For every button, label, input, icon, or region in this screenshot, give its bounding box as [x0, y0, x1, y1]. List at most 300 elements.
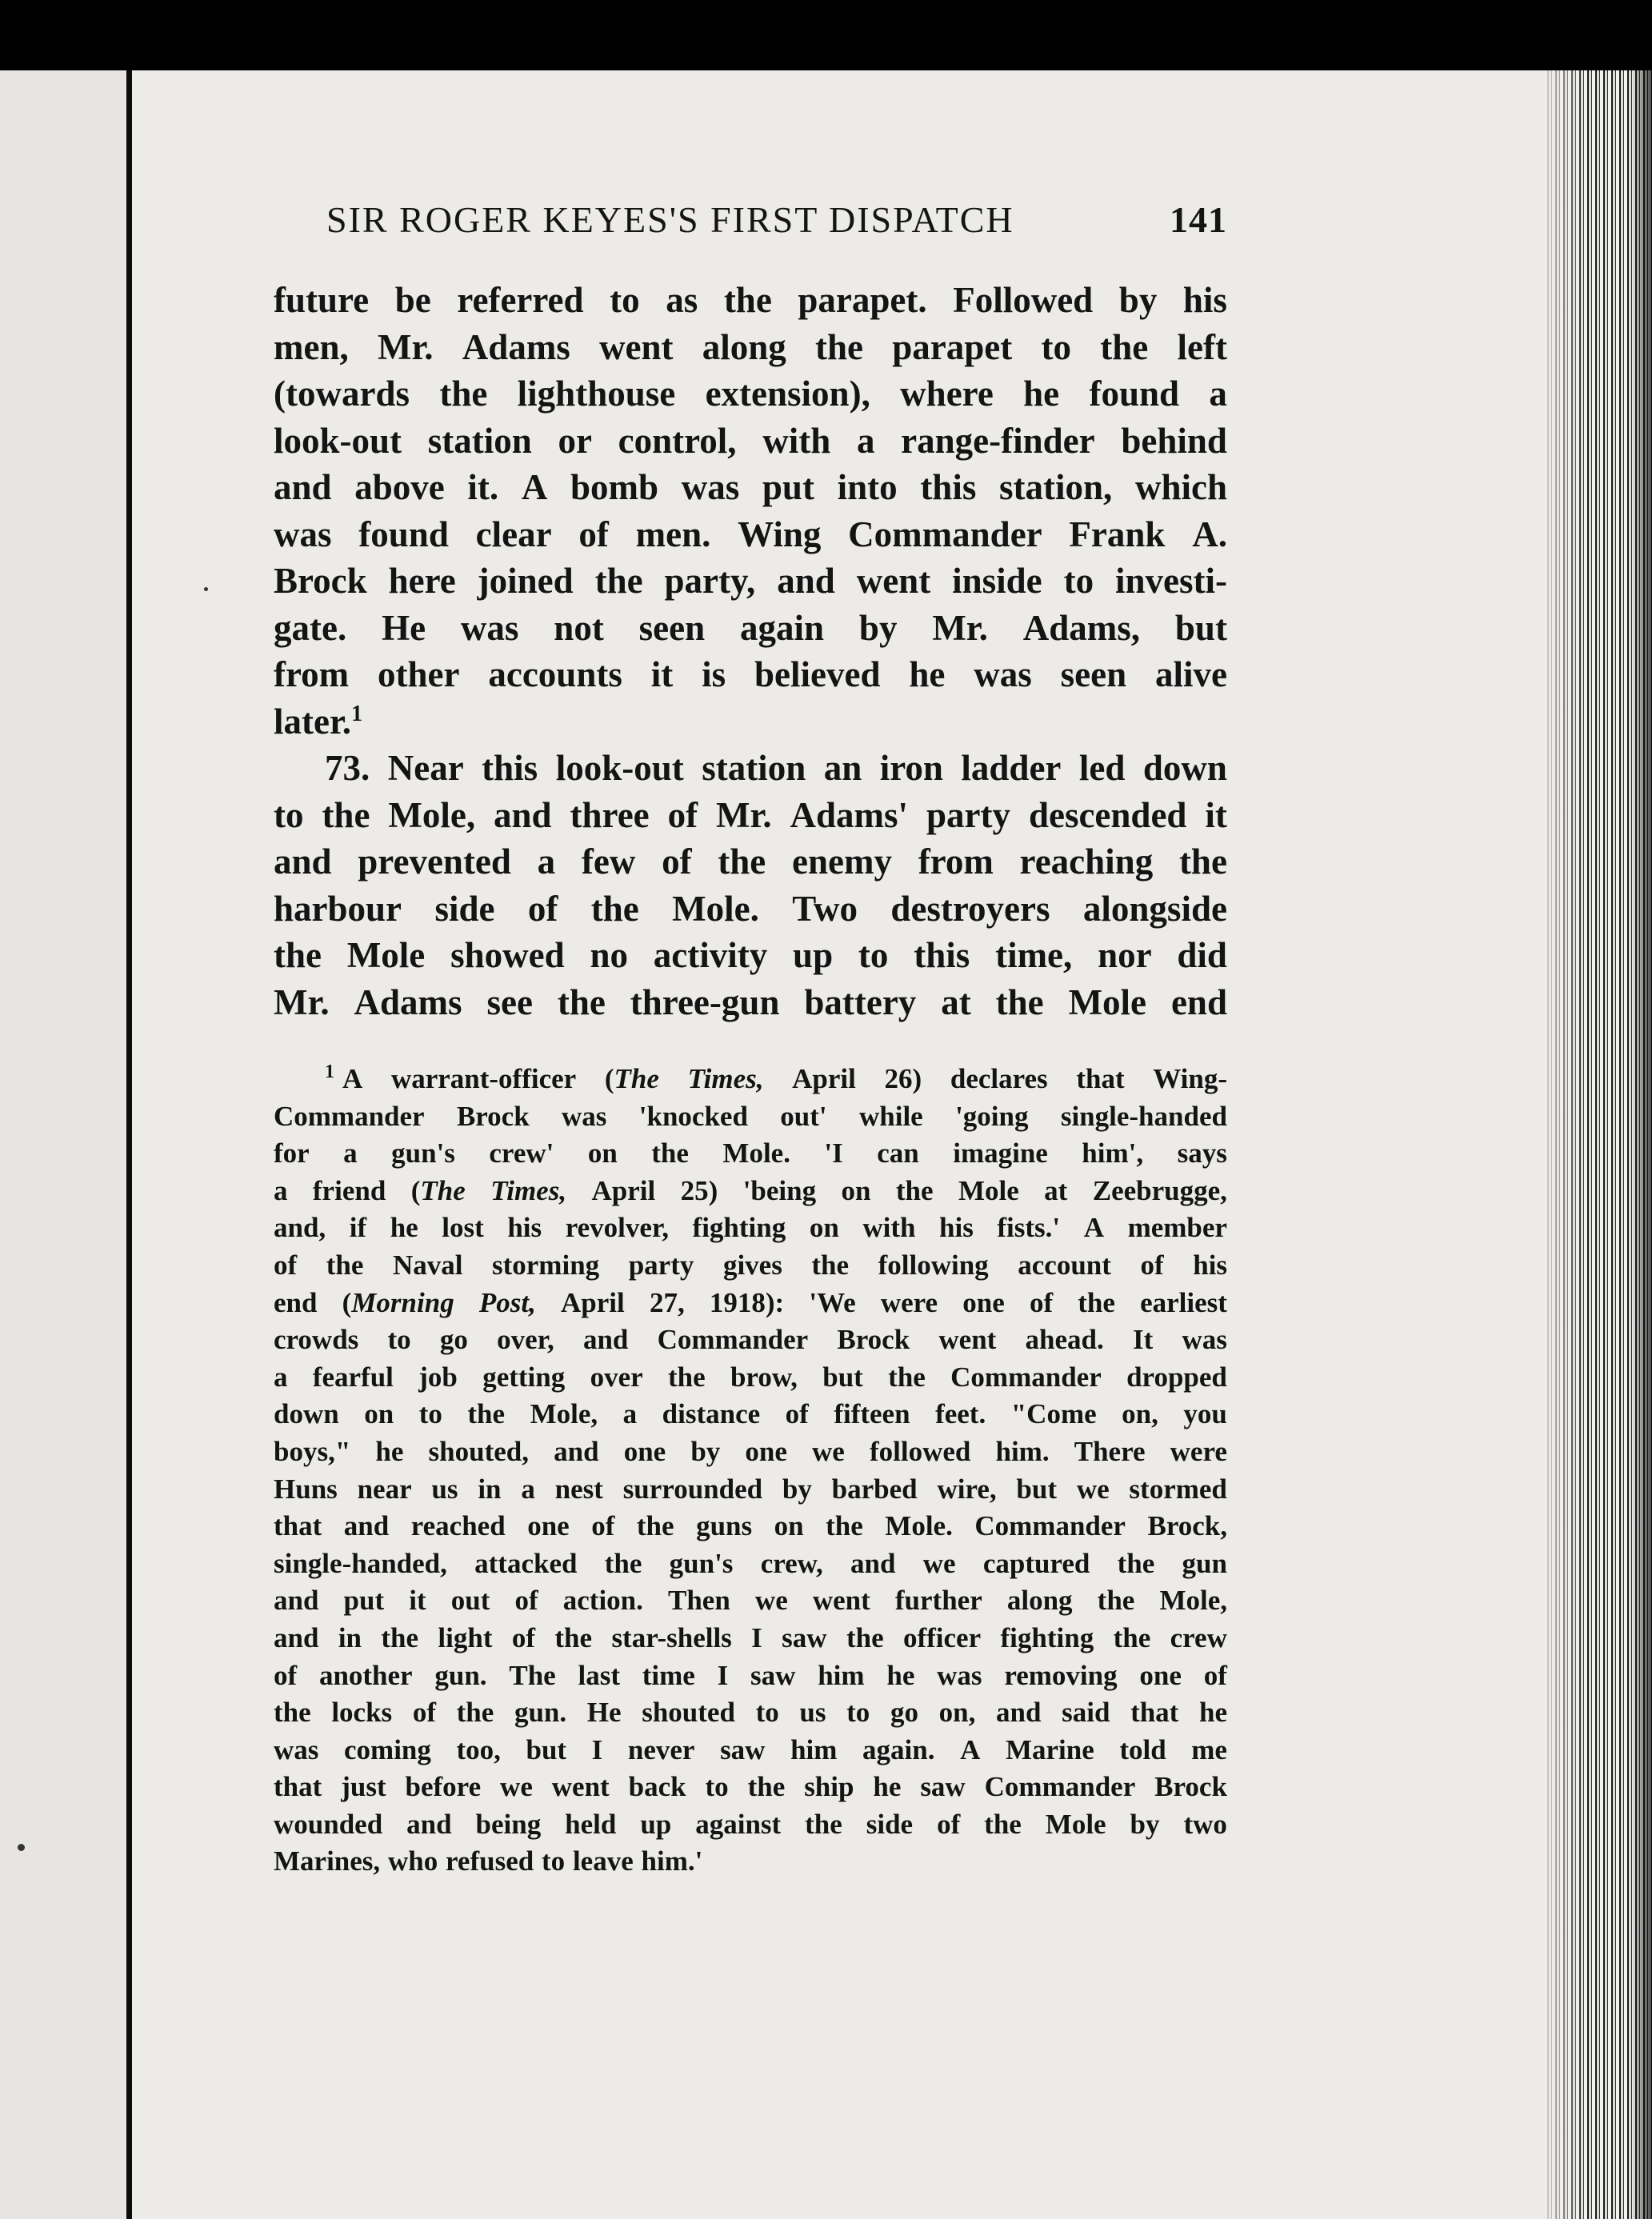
word [1140, 1285, 1227, 1322]
word: one [745, 1435, 787, 1467]
body-line [274, 511, 1227, 558]
word: action. [562, 1585, 643, 1617]
footnote-line [274, 1620, 1227, 1657]
word: it [1205, 794, 1227, 835]
word: the [1178, 842, 1227, 882]
word [896, 1173, 934, 1210]
word: Mole, [530, 1398, 598, 1430]
footnote-line [274, 1396, 1227, 1433]
footnote-text: April [561, 1286, 625, 1318]
footnote-text: ( [604, 1063, 614, 1094]
word: by [690, 1435, 721, 1467]
footnote-text: one [962, 1286, 1005, 1318]
word: Near [387, 748, 464, 788]
footnote-source-title: Post, [478, 1286, 536, 1318]
word: the [322, 794, 370, 835]
body-line [274, 464, 1227, 511]
book-gutter-line [126, 70, 132, 2219]
word: reaching [1019, 842, 1154, 882]
word: crew, [760, 1547, 823, 1579]
word: on [364, 1398, 394, 1430]
word: him [790, 1733, 838, 1765]
word: Marine [1005, 1733, 1094, 1765]
word: and [554, 1435, 599, 1467]
footnote-line [274, 1359, 1227, 1397]
word [325, 1061, 362, 1098]
word: the [274, 1697, 311, 1729]
footnote-line [274, 1508, 1227, 1545]
body-line [274, 838, 1227, 886]
footnote-source-title: Times, [490, 1174, 567, 1206]
word [274, 1173, 288, 1210]
word: He [586, 1697, 622, 1729]
footnote-line [274, 1433, 1227, 1471]
word: officer [902, 1621, 982, 1653]
word [743, 1173, 816, 1210]
word: of [412, 1697, 436, 1729]
footnote-reference: 1 [351, 701, 363, 726]
word [391, 1061, 576, 1098]
word: to [1041, 326, 1072, 367]
word: at [941, 982, 971, 1022]
word: saw [750, 1659, 796, 1691]
word: the [381, 1621, 419, 1653]
word: his [939, 1212, 974, 1244]
word [962, 1285, 1005, 1322]
word: here [388, 561, 456, 601]
word: 'knocked [638, 1100, 748, 1132]
word: gun. [434, 1659, 487, 1691]
word: parapet [892, 326, 1013, 367]
word [950, 1061, 1048, 1098]
word: was [274, 1733, 319, 1765]
word: Adams, [1022, 607, 1141, 648]
footnote-marker: 1 [325, 1062, 334, 1083]
word: put [762, 467, 814, 507]
word: of [937, 1808, 961, 1840]
word: and [274, 1585, 319, 1617]
word: fighting [1000, 1621, 1094, 1653]
running-head [326, 198, 1227, 256]
word: this [914, 935, 970, 975]
word: told [1119, 1733, 1166, 1765]
word: Commander [984, 1771, 1136, 1803]
word: Mole. [672, 888, 759, 929]
word: was [562, 1100, 607, 1132]
word: him. [995, 1435, 1050, 1467]
word: for [274, 1137, 310, 1169]
word: no [590, 935, 628, 975]
word: alive [1155, 654, 1227, 694]
word [313, 1173, 386, 1210]
word: fighting [692, 1212, 786, 1244]
word: seen [1060, 654, 1127, 694]
word: following [878, 1249, 989, 1281]
word [1153, 1061, 1227, 1098]
word: be [394, 280, 431, 320]
word: while [858, 1100, 923, 1132]
word: ladder [961, 748, 1062, 788]
footnote-text: were [880, 1286, 938, 1318]
word [650, 1285, 685, 1322]
word: enemy [792, 842, 892, 882]
word: look-out [274, 420, 402, 461]
word: as [666, 280, 698, 320]
word: up [793, 935, 834, 975]
word: harbour [274, 888, 402, 929]
word: Mole. [722, 1137, 790, 1169]
word: of [511, 1621, 536, 1653]
word: you [1183, 1398, 1227, 1430]
word: referred [457, 280, 584, 320]
word: along [1006, 1585, 1073, 1617]
word: he [375, 1435, 404, 1467]
word: Brock, [1147, 1510, 1227, 1542]
word: us [799, 1697, 826, 1729]
word: go [439, 1324, 468, 1356]
word: three-gun [630, 982, 780, 1022]
word: the [636, 1510, 674, 1542]
footnote-text: 26) [884, 1063, 922, 1094]
word: parapet. [798, 280, 927, 320]
word: storming [492, 1249, 600, 1281]
word: on, [938, 1697, 976, 1729]
word [809, 1285, 855, 1322]
footnote-text: A [342, 1063, 363, 1094]
footnote-text: Wing- [1153, 1063, 1227, 1094]
word [885, 1061, 922, 1098]
word: to [542, 1845, 566, 1877]
footnote-source-title: The [614, 1063, 659, 1094]
scan-speck [204, 587, 208, 591]
word: one [623, 1435, 666, 1467]
word: Two [792, 888, 858, 929]
word: by [1130, 1808, 1160, 1840]
word: is [702, 654, 726, 694]
word: inside [952, 561, 1042, 601]
word: where [900, 374, 994, 414]
word: on [809, 1212, 839, 1244]
word: on [587, 1137, 618, 1169]
word: we [1076, 1473, 1110, 1505]
word: men, [274, 326, 349, 367]
word: with [862, 1212, 916, 1244]
word: revolver, [565, 1212, 669, 1244]
word: one [1139, 1659, 1182, 1691]
word: went [856, 561, 931, 601]
word: of [527, 888, 558, 929]
word [274, 1285, 317, 1322]
word: few [581, 842, 636, 882]
word: removing [1004, 1659, 1118, 1691]
word: Followed [953, 280, 1094, 320]
footnote-text: 25) [680, 1174, 718, 1206]
body-line [274, 745, 1227, 792]
word: but [822, 1361, 863, 1393]
word: party, [664, 561, 756, 601]
footnote-line [274, 1806, 1227, 1844]
word: surrounded [622, 1473, 763, 1505]
footnote-text: end [274, 1286, 318, 1318]
word: that [274, 1771, 322, 1803]
word: 'going [955, 1100, 1029, 1132]
word: the [747, 1771, 786, 1803]
word: look-out [555, 748, 684, 788]
word: were [1170, 1435, 1227, 1467]
word: of [578, 514, 609, 554]
word: fists.' [997, 1212, 1061, 1244]
footnote-line-start [274, 1285, 1227, 1322]
word: the [846, 1621, 884, 1653]
word: Mr. [932, 607, 988, 648]
word: getting [482, 1361, 566, 1393]
word: Mole, [388, 794, 476, 835]
footnote-source-title: The [420, 1174, 466, 1206]
footnote-text: declares [950, 1063, 1048, 1094]
word: nest [554, 1473, 603, 1505]
word: three [570, 794, 650, 835]
footnote-text: at [1044, 1174, 1068, 1206]
word: side [866, 1808, 914, 1840]
body-line [274, 370, 1227, 418]
word: and [582, 1324, 629, 1356]
word: men. [635, 514, 711, 554]
word: lighthouse [517, 374, 676, 414]
word: back [628, 1771, 686, 1803]
word: A. [1192, 514, 1227, 554]
word: and [343, 1510, 390, 1542]
word: from [274, 654, 350, 694]
word [1076, 1061, 1124, 1098]
word [342, 1285, 454, 1322]
footnote-line [274, 1582, 1227, 1620]
word: member [1127, 1212, 1227, 1244]
word: future [274, 280, 370, 320]
word: 'I [824, 1137, 843, 1169]
word: was [460, 607, 519, 648]
word: over, [497, 1324, 554, 1356]
word: control, [618, 420, 737, 461]
word: to [1063, 561, 1094, 601]
word: did [1177, 935, 1227, 975]
footnote-text: 27, [649, 1286, 685, 1318]
word: a [521, 1473, 535, 1505]
word: imagine [953, 1137, 1048, 1169]
word: refused [446, 1845, 534, 1877]
word [561, 1285, 625, 1322]
body-line [274, 418, 1227, 465]
word: up [640, 1808, 672, 1840]
word: I [591, 1733, 603, 1765]
word: him', [1082, 1137, 1144, 1169]
word: he [390, 1212, 418, 1244]
footnote-source-title: Times, [687, 1063, 764, 1094]
word: from [918, 842, 994, 882]
word: and [406, 1808, 452, 1840]
word: side [434, 888, 495, 929]
word: a [856, 420, 875, 461]
word: clear [475, 514, 552, 554]
word: by [1118, 280, 1158, 320]
word: job [418, 1361, 458, 1393]
footnote-text: April [792, 1063, 856, 1094]
word: the [590, 888, 639, 929]
word: of [785, 1398, 809, 1430]
word: believed [754, 654, 881, 694]
word: station [427, 420, 532, 461]
word: which [1134, 467, 1227, 507]
word: Mole [1068, 982, 1147, 1022]
word: shouted, [428, 1435, 529, 1467]
footnote-line [274, 1471, 1227, 1509]
page-text-block [274, 198, 1227, 1881]
word: gun [1182, 1547, 1227, 1579]
word: of [274, 1249, 298, 1281]
footnote-line [274, 1135, 1227, 1173]
word: Mr. [377, 326, 434, 367]
word: Commander [950, 1361, 1102, 1393]
word: gun. [514, 1697, 567, 1729]
word [1044, 1173, 1067, 1210]
footnote [274, 1061, 1227, 1881]
word: the [1113, 1621, 1151, 1653]
word: leave [572, 1845, 634, 1877]
word [842, 1173, 871, 1210]
word: who [387, 1845, 438, 1877]
word: shouted [642, 1697, 735, 1729]
word: we [922, 1547, 956, 1579]
word: investi- [1115, 561, 1227, 601]
footnote-text: 'We [809, 1286, 856, 1318]
word: gate. [274, 607, 347, 648]
word: It [1132, 1324, 1154, 1356]
word: the [826, 1510, 863, 1542]
word: to [858, 935, 889, 975]
word: Mole. [885, 1510, 953, 1542]
word: Brock [1154, 1771, 1227, 1803]
word: and, [274, 1212, 326, 1244]
word: by [782, 1473, 812, 1505]
word: of [514, 1585, 538, 1617]
word: just [341, 1771, 386, 1803]
word: coming [344, 1733, 431, 1765]
word: gun's [391, 1137, 455, 1169]
word: lost [442, 1212, 484, 1244]
word: again. [862, 1733, 935, 1765]
word: a [343, 1137, 358, 1169]
footnote-text: Zeebrugge, [1092, 1174, 1227, 1206]
word: to [610, 280, 640, 320]
word: down [274, 1398, 339, 1430]
word: dropped [1126, 1361, 1227, 1393]
footnote-line-start [325, 1061, 1227, 1098]
body-line [274, 651, 1227, 698]
word [881, 1285, 938, 1322]
body-line [274, 932, 1227, 979]
scan-speck [18, 1844, 25, 1851]
word: with [762, 420, 831, 461]
footnote-text: a [274, 1174, 288, 1206]
word: the [718, 842, 766, 882]
word: found [358, 514, 449, 554]
word: party [926, 794, 1010, 835]
footnote-text: that [1076, 1063, 1125, 1094]
word: us [431, 1473, 458, 1505]
word [411, 1173, 466, 1210]
word: end [1170, 982, 1227, 1022]
word: it [650, 654, 674, 694]
word: range-finder [901, 420, 1095, 461]
word: in [338, 1621, 362, 1653]
word [792, 1061, 856, 1098]
word: another [318, 1659, 413, 1691]
word: he [886, 1659, 915, 1691]
word: the [326, 1249, 364, 1281]
footnote-source-title: Morning [351, 1286, 454, 1318]
word: A [521, 467, 548, 507]
word: fifteen [834, 1398, 910, 1430]
word: crowds [274, 1324, 359, 1356]
word: the [439, 374, 488, 414]
footnote-line [274, 1173, 1227, 1210]
word: the [557, 982, 606, 1022]
word: went [812, 1585, 870, 1617]
footnote-text: warrant-officer [390, 1063, 577, 1094]
word: the [667, 1361, 706, 1393]
word: distance [662, 1398, 761, 1430]
word [479, 1285, 536, 1322]
word: crew' [489, 1137, 554, 1169]
word: Commander [274, 1100, 425, 1132]
word: Mole, [1159, 1585, 1227, 1617]
word: I [717, 1659, 729, 1691]
word: Naval [392, 1249, 463, 1281]
word: he [873, 1771, 902, 1803]
footnote-line [274, 1285, 1227, 1322]
footnote-line [274, 1321, 1227, 1359]
word: his [1182, 280, 1227, 320]
word: reached [410, 1510, 506, 1542]
word: the [723, 280, 772, 320]
word: star-shells [611, 1621, 732, 1653]
body-line [274, 324, 1227, 371]
word: battery [804, 982, 917, 1022]
word [681, 1173, 718, 1210]
word: joined [477, 561, 574, 601]
word: and [274, 1621, 319, 1653]
word: the [984, 1808, 1022, 1840]
footnote-text: Mole [958, 1174, 1019, 1206]
word: prevented [358, 842, 511, 882]
word: guns [696, 1510, 753, 1542]
word: his [1193, 1249, 1227, 1281]
footnote-line [274, 1061, 1227, 1098]
word: other [378, 654, 460, 694]
footnote-text: 'being [742, 1174, 817, 1206]
word: activity [653, 935, 768, 975]
word: was [937, 1659, 982, 1691]
footnote-line [274, 1843, 1227, 1881]
facing-page-edge [0, 70, 128, 2219]
word: Brock [837, 1324, 910, 1356]
word: Huns [274, 1473, 338, 1505]
word: Adams' [790, 794, 909, 835]
word: and [274, 842, 332, 882]
body-line [274, 277, 1227, 324]
footnote-line [274, 1545, 1227, 1583]
word: but [526, 1733, 567, 1765]
word: locks [331, 1697, 393, 1729]
